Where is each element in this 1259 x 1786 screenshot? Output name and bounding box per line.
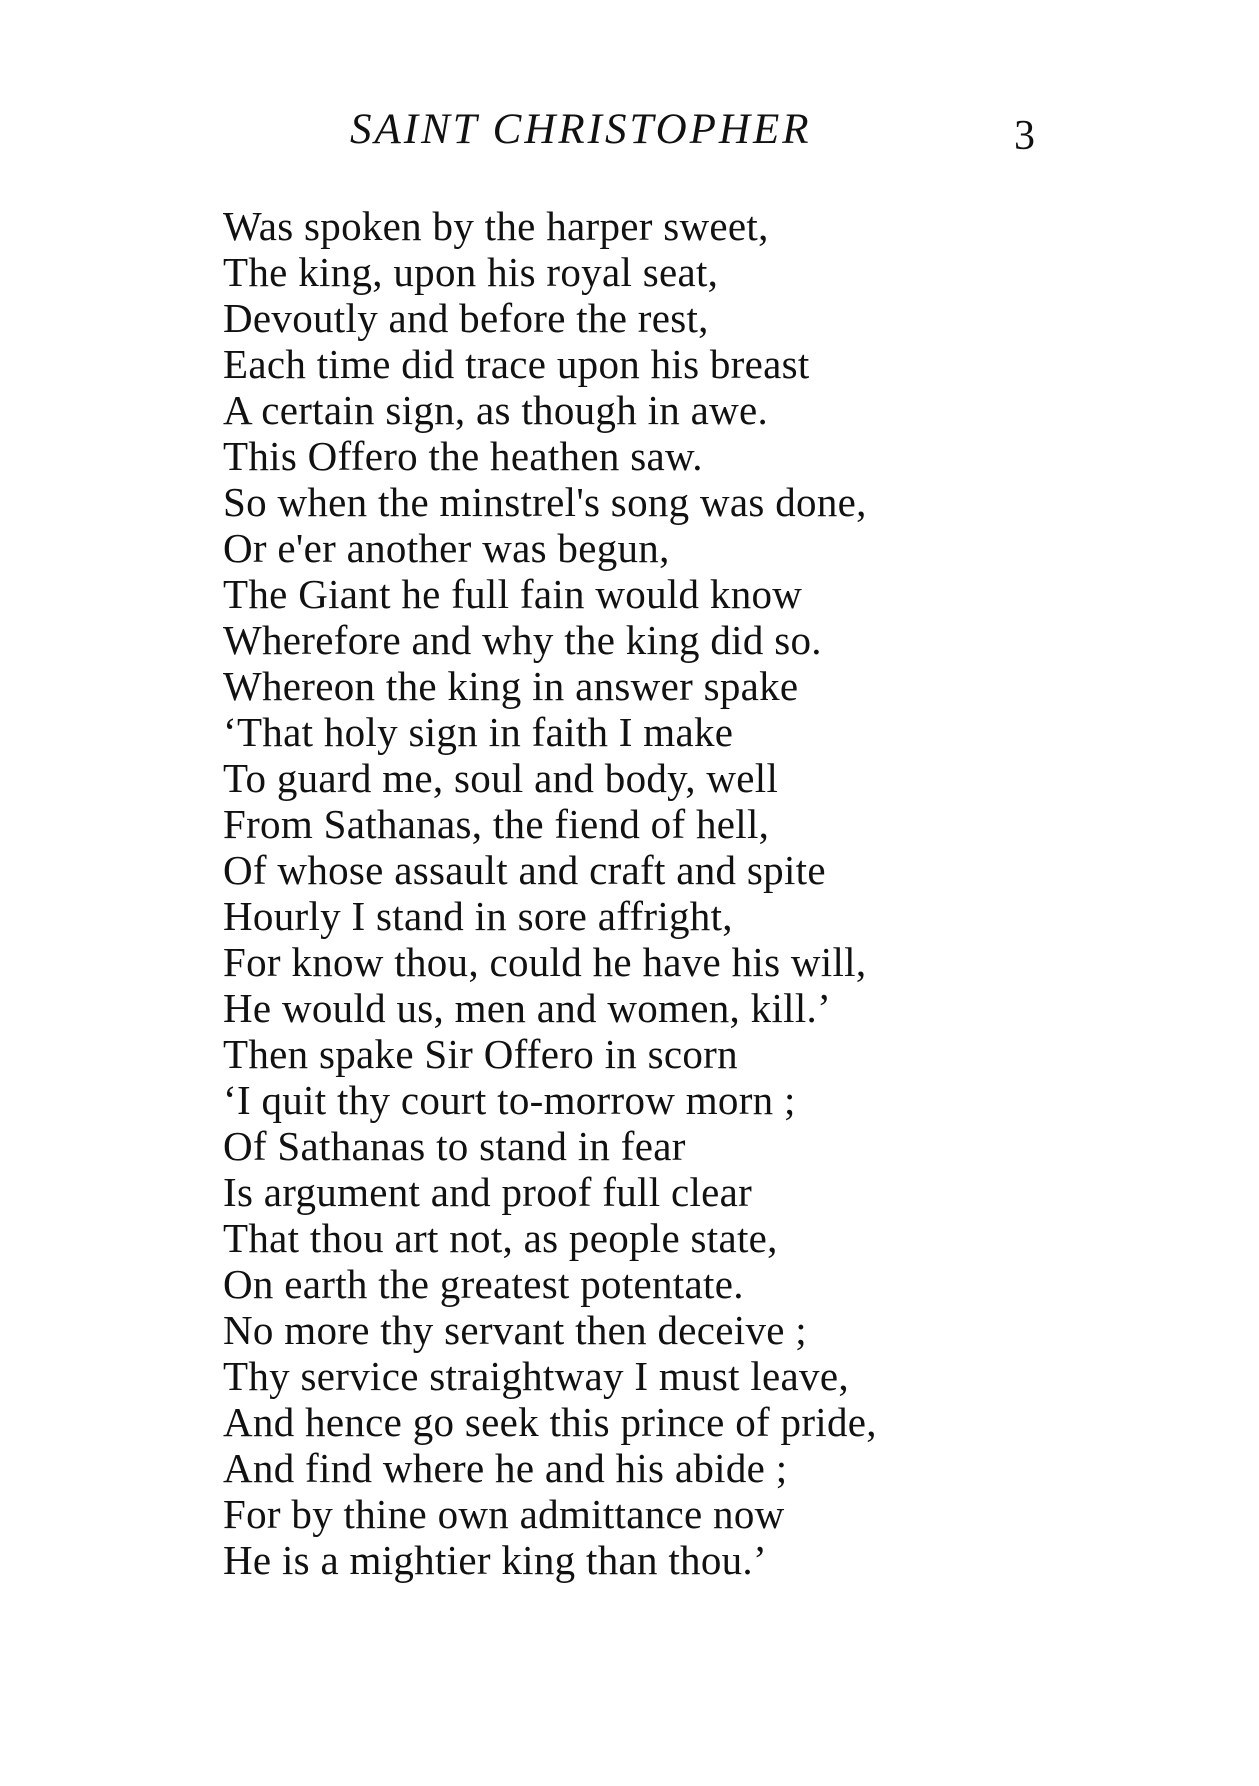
poem-line: Then spake Sir Offero in scorn bbox=[223, 1031, 738, 1077]
poem-line: Each time did trace upon his breast bbox=[223, 341, 810, 387]
poem-text bbox=[223, 203, 1023, 1583]
poem-line: Whereon the king in answer spake bbox=[223, 663, 799, 709]
poem-line: He would us, men and women, kill.’ bbox=[223, 985, 832, 1031]
poem-line: And find where he and his abide ; bbox=[223, 1445, 788, 1491]
poem-line: The king, upon his royal seat, bbox=[223, 249, 719, 295]
poem-line: This Offero the heathen saw. bbox=[223, 433, 703, 479]
poem-line: Wherefore and why the king did so. bbox=[223, 617, 822, 663]
poem-line: And hence go seek this prince of pride, bbox=[223, 1399, 877, 1445]
poem-line: He is a mightier king than thou.’ bbox=[223, 1537, 767, 1583]
running-head bbox=[0, 100, 1259, 160]
poem-line: So when the minstrel's song was done, bbox=[223, 479, 867, 525]
poem-line: That thou art not, as people state, bbox=[223, 1215, 778, 1261]
poem-line: For by thine own admittance now bbox=[223, 1491, 785, 1537]
poem-line: Hourly I stand in sore affright, bbox=[223, 893, 733, 939]
poem-line: For know thou, could he have his will, bbox=[223, 939, 867, 985]
poem-line: Devoutly and before the rest, bbox=[223, 295, 709, 341]
poem-line: Was spoken by the harper sweet, bbox=[223, 203, 769, 249]
poem-line: Of Sathanas to stand in fear bbox=[223, 1123, 686, 1169]
page-number: 3 bbox=[1014, 113, 1035, 159]
poem-line: ‘That holy sign in faith I make bbox=[223, 709, 734, 755]
poem-line: The Giant he full fain would know bbox=[223, 571, 803, 617]
poem-line: Of whose assault and craft and spite bbox=[223, 847, 826, 893]
poem-line: Is argument and proof full clear bbox=[223, 1169, 753, 1215]
poem-line: Or e'er another was begun, bbox=[223, 525, 670, 571]
running-title: SAINT CHRISTOPHER bbox=[350, 106, 812, 153]
poem-line: No more thy servant then deceive ; bbox=[223, 1307, 807, 1353]
poem-line: A certain sign, as though in awe. bbox=[223, 387, 769, 433]
poem-line: From Sathanas, the fiend of hell, bbox=[223, 801, 770, 847]
poem-line: On earth the greatest potentate. bbox=[223, 1261, 744, 1307]
poem-line: Thy service straightway I must leave, bbox=[223, 1353, 849, 1399]
poem-line: ‘I quit thy court to-morrow morn ; bbox=[223, 1077, 796, 1123]
poem-line: To guard me, soul and body, well bbox=[223, 755, 779, 801]
